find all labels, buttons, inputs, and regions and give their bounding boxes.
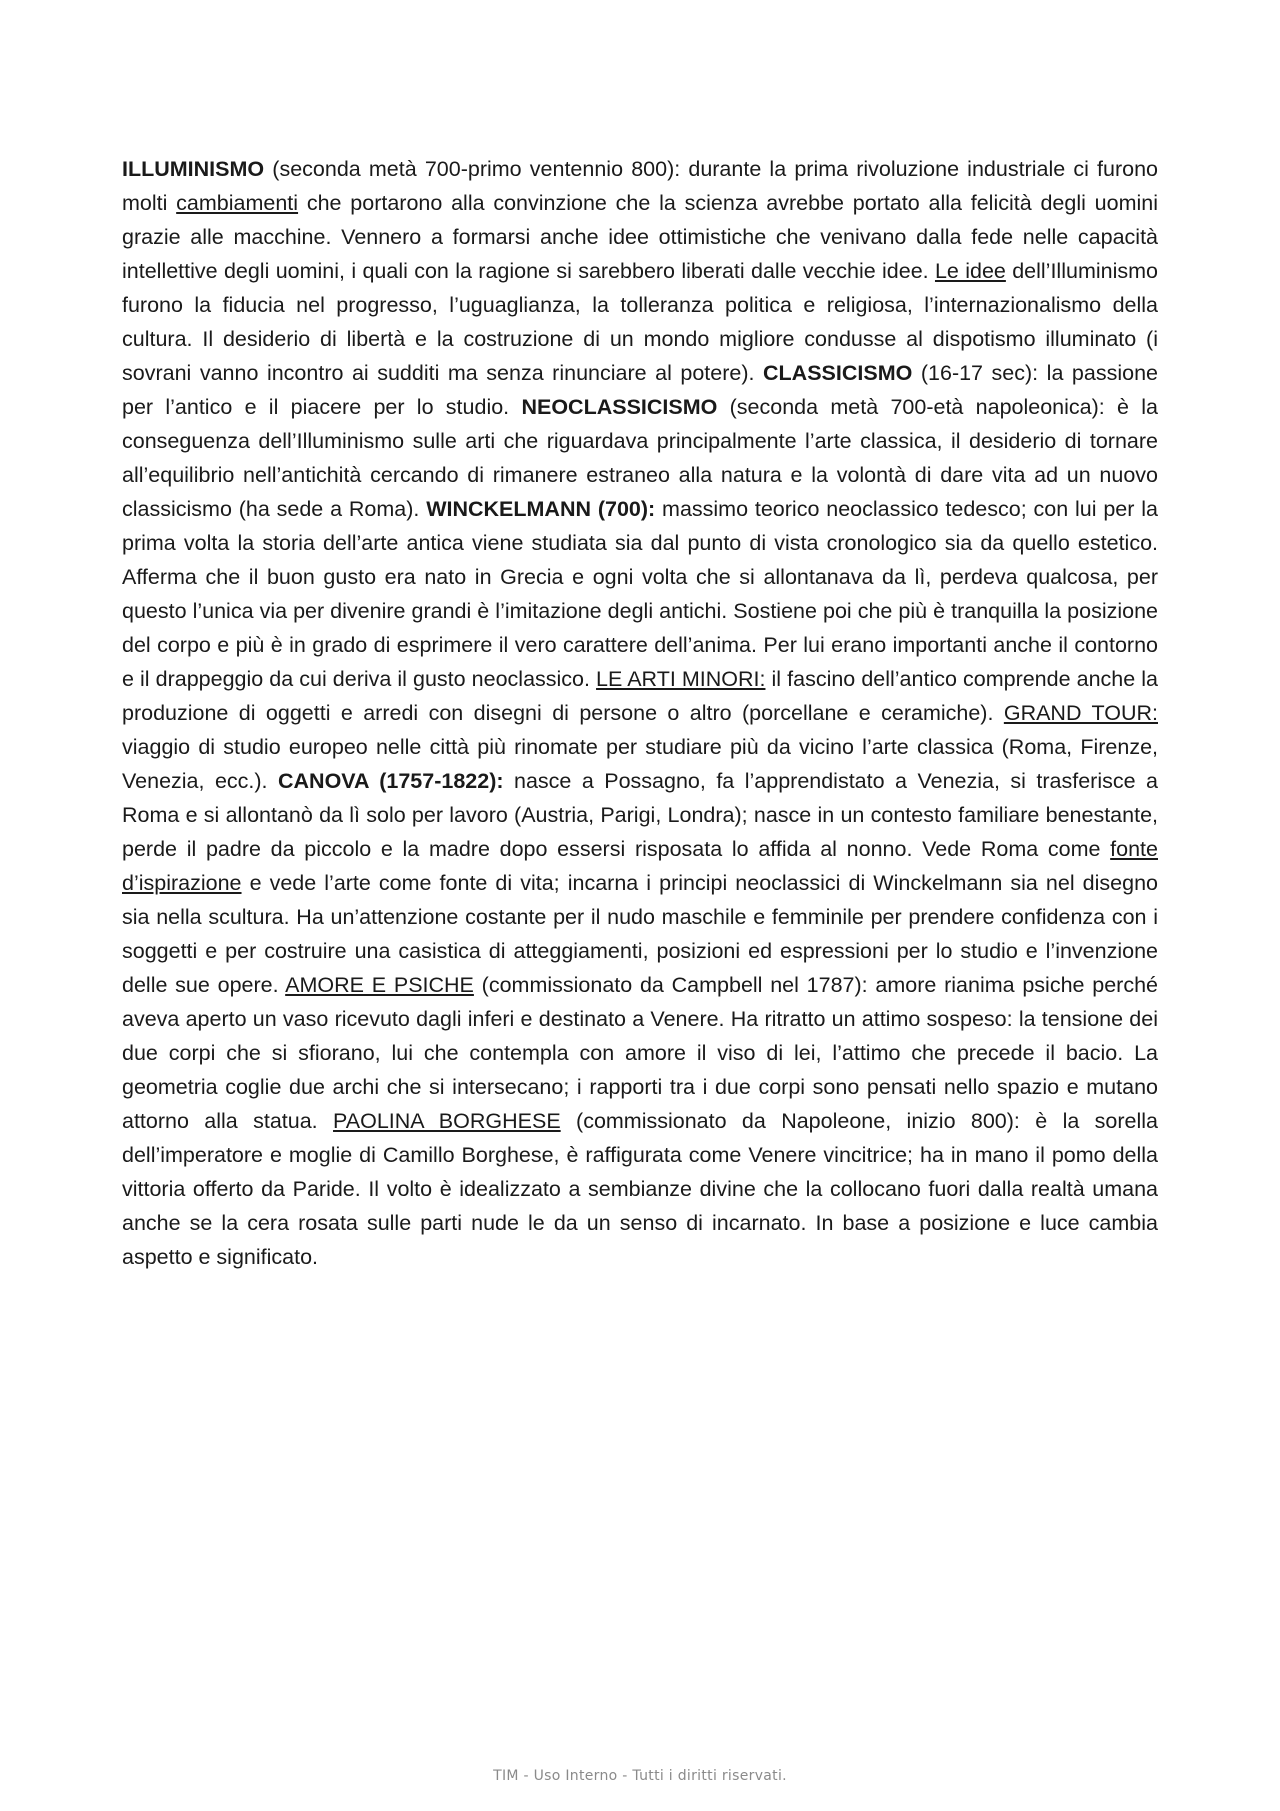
text-run: dell’Illuminismo furono la fiducia nel progresso, l’uguaglianza, la tolleranza politica e religiosa, l’internazionalismo della cultura. Il desiderio di libertà e la costruzione di un mondo migliore condusse al dispotismo illuminato (i sovrani vanno incontro ai sudditi ma senza rinunciare al potere).	[122, 259, 1158, 385]
text-run: (16-17 sec): la passione per l’antico e il piacere per lo studio.	[122, 361, 1158, 419]
bold-term: CLASSICISMO	[763, 361, 913, 385]
text-run: viaggio di studio europeo nelle città più rinomate per studiare più da vicino l’arte classica (Roma, Firenze, Venezia, ecc.).	[122, 735, 1158, 793]
text-run: e vede l’arte come fonte di vita; incarna i principi neoclassici di Winckelmann sia nel disegno sia nella scultura. Ha un’attenzione costante per il nudo maschile e femminile per prendere confidenza con i soggetti e per costruire una casistica di atteggiamenti, posizioni ed espressioni per lo studio e l’invenzione delle sue opere.	[122, 871, 1158, 997]
bold-term: CANOVA (1757-1822):	[277, 769, 504, 793]
text-run: (commissionato da Campbell nel 1787): amore rianima psiche perché aveva aperto un vaso ricevuto dagli inferi e destinato a Venere. Ha ritratto un attimo sospeso: la tensione dei due corpi che si sfiorano, lui che contempla con amore il viso di lei, l’attimo che precede il bacio. La geometria coglie due archi che si intersecano; i rapporti tra i due corpi sono pensati nello spazio e mutano attorno alla statua.	[122, 973, 1158, 1133]
text-run: (seconda metà 700-età napoleonica): è la conseguenza dell’Illuminismo sulle arti che riguardava principalmente l’arte classica, il desiderio di tornare all’equilibrio nell’antichità cercando di rimanere estraneo alla natura e la volontà di dare vita ad un nuovo classicismo (ha sede a Roma).	[122, 395, 1159, 521]
text-run: il fascino dell’antico comprende anche la produzione di oggetti e arredi con disegni di persone o altro (porcellane e ceramiche).	[122, 667, 1158, 725]
bold-term: WINCKELMANN (700):	[426, 497, 656, 521]
underlined-term: Le idee	[934, 259, 1006, 283]
text-run: massimo teorico neoclassico tedesco; con lui per la prima volta la storia dell’arte antica viene studiata sia dal punto di vista cronologico sia da quello estetico. Afferma che il buon gusto era nato in Grecia e ogni volta che si allontanava da lì, perdeva qualcosa, per questo l’unica via per divenire grandi è l’imitazione degli antichi. Sostiene poi che più è tranquilla la posizione del corpo e più è in grado di esprimere il vero carattere dell’anima. Per lui erano importanti anche il contorno e il drappeggio da cui deriva il gusto neoclassico.	[122, 497, 1158, 691]
text-run: nasce a Possagno, fa l’apprendistato a Venezia, si trasferisce a Roma e si allontanò da lì solo per lavoro (Austria, Parigi, Londra); nasce in un contesto familiare benestante, perde il padre da piccolo e la madre dopo essersi risposata lo affida al nonno. Vede Roma come	[122, 769, 1158, 861]
underlined-term: AMORE E PSICHE	[285, 973, 474, 997]
text-run: che portarono alla convinzione che la scienza avrebbe portato alla felicità degli uomini grazie alle macchine. Vennero a formarsi anche idee ottimistiche che venivano dalla fede nelle capacità intellettive degli uomini, i quali con la ragione si sarebbero liberati dalle vecchie idee.	[122, 191, 1158, 283]
underlined-term: PAOLINA BORGHESE	[333, 1109, 561, 1133]
document-body-paragraph	[122, 152, 1158, 1274]
bold-term: NEOCLASSICISMO	[521, 395, 718, 419]
text-run: (seconda metà 700-primo ventennio 800): durante la prima rivoluzione industriale ci furono molti	[122, 157, 1158, 215]
text-run: (commissionato da Napoleone, inizio 800): è la sorella dell’imperatore e moglie di Camillo Borghese, è raffigurata come Venere vincitrice; ha in mano il pomo della vittoria offerto da Paride. Il volto è idealizzato a sembianze divine che la collocano fuori dalla realtà umana anche se la cera rosata sulle parti nude le da un senso di incarnato. In base a posizione e luce cambia aspetto e significato.	[122, 1109, 1158, 1269]
underlined-term: GRAND TOUR:	[1003, 701, 1158, 725]
underlined-term: LE ARTI MINORI:	[596, 667, 766, 691]
underlined-term: fonte d’ispirazione	[122, 837, 1158, 895]
bold-term: ILLUMINISMO	[122, 157, 265, 181]
page-footer: TIM - Uso Interno - Tutti i diritti riservati.	[493, 1768, 787, 1784]
underlined-term: cambiamenti	[176, 191, 299, 215]
